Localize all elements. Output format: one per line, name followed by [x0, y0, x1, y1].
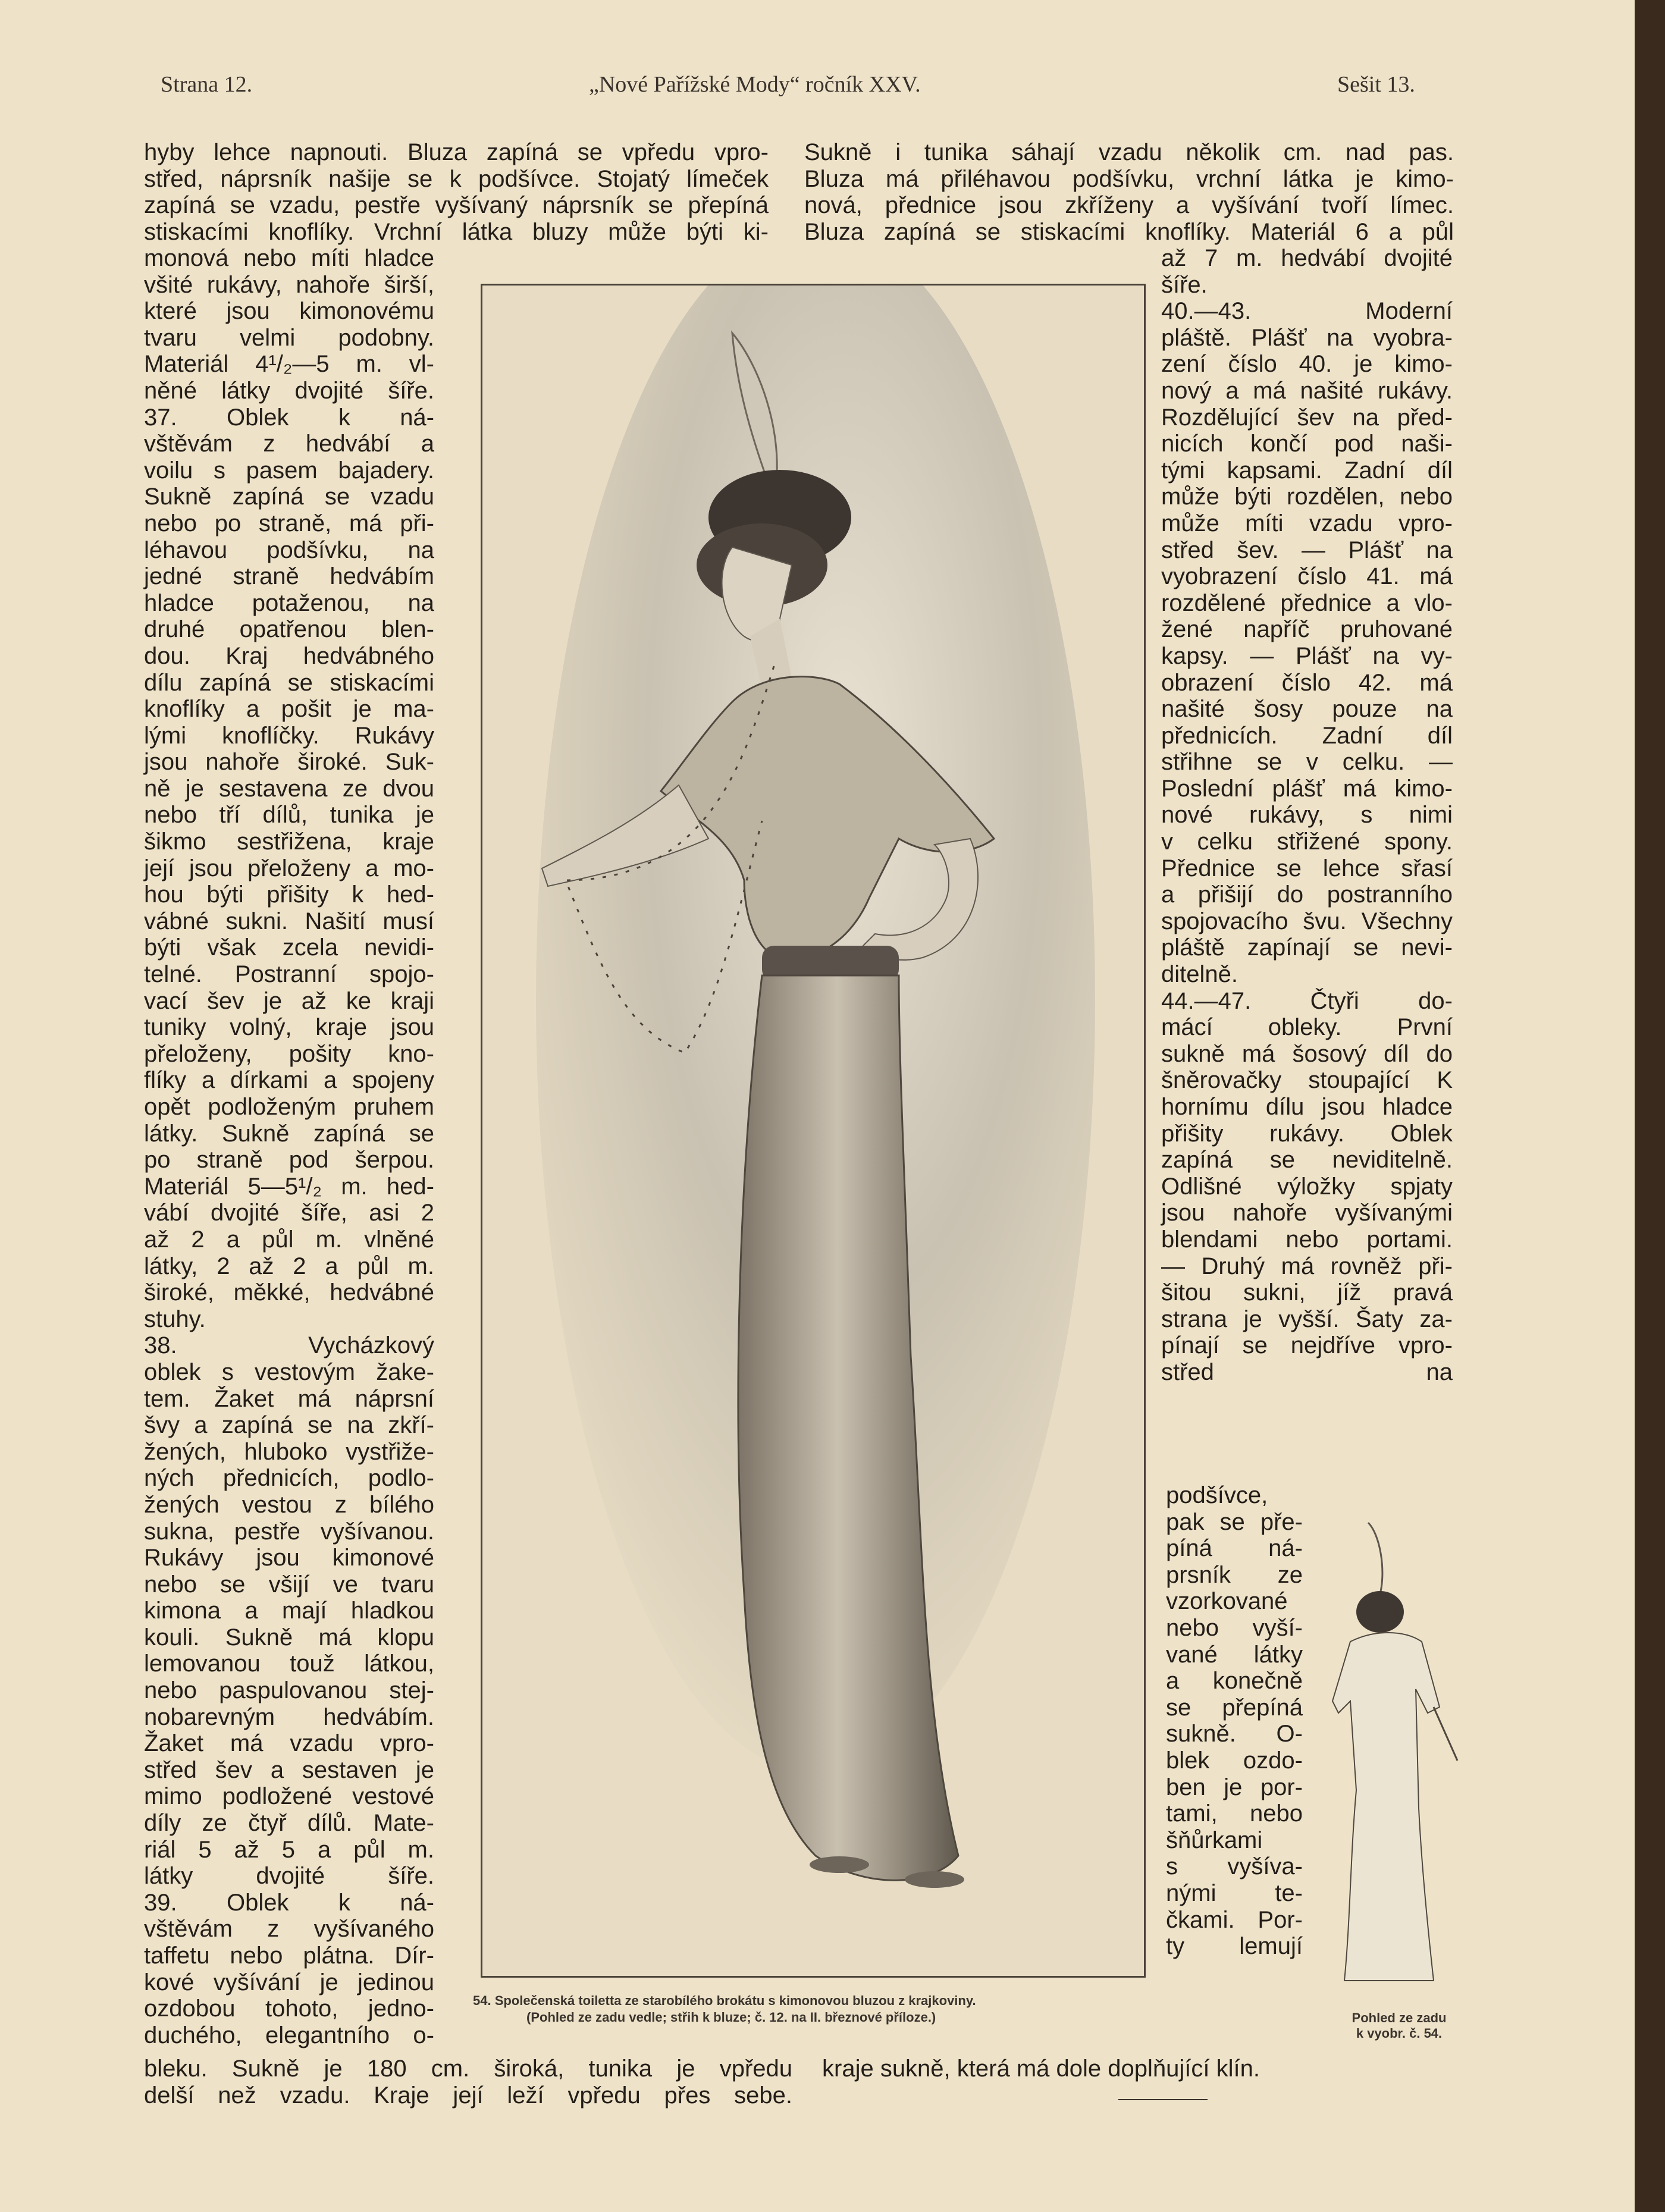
text-line: tami, nebo	[1166, 1800, 1303, 1827]
text-line: Rozdělující šev na před-	[1161, 404, 1453, 431]
text-line: 37. Oblek k ná-	[144, 404, 434, 431]
text-line: šitou sukni, jíž pravá	[1161, 1279, 1453, 1306]
text-line: 44.—47. Čtyři do-	[1161, 987, 1453, 1014]
text-line: Poslední plášť má kimo-	[1161, 775, 1453, 802]
text-line: duchého, elegantního o-	[144, 2022, 434, 2048]
text-line: Sukně i tunika sáhají vzadu několik cm. nad pas.	[804, 139, 1454, 165]
text-line: dílu zapíná se stiskacími	[144, 669, 434, 696]
text-line: zení číslo 40. je kimo-	[1161, 351, 1453, 378]
text-line: žených vestou z bílého	[144, 1491, 434, 1518]
text-line: nicích končí pod naši-	[1161, 431, 1453, 457]
text-line: Sukně zapíná se vzadu	[144, 484, 434, 510]
text-line: látky. Sukně zapíná se	[144, 1120, 434, 1147]
small-caption-line: Pohled ze zadu	[1352, 2010, 1447, 2025]
text-line: hyby lehce napnouti. Bluza zapíná se vpředu vpro-	[144, 139, 769, 165]
text-line: střed, náprsník našije se k podšívce. Stojatý límeček	[144, 165, 769, 192]
text-line: zapíná se vzadu, pestře vyšívaný náprsník se přepíná	[144, 192, 769, 219]
text-line: tvaru velmi podobny.	[144, 324, 434, 351]
top-right-text	[804, 139, 1454, 245]
end-rule	[1118, 2099, 1208, 2100]
text-line: Materiál 5—5¹/₂ m. hed-	[144, 1173, 434, 1200]
text-line: šňůrkami	[1166, 1827, 1263, 1853]
text-line: vyobrazení číslo 41. má	[1161, 563, 1453, 590]
text-line: pínají se nejdříve vpro-	[1161, 1332, 1453, 1359]
text-line: Materiál 4¹/₂—5 m. vl-	[144, 351, 434, 378]
text-line: hornímu dílu jsou hladce	[1161, 1094, 1453, 1120]
text-line: podšívce,	[1166, 1482, 1268, 1508]
small-caption-line: k vyobr. č. 54.	[1356, 2026, 1443, 2041]
text-line: monová nebo míti hladce	[144, 245, 434, 271]
text-line: nebo tří dílů, tunika je	[144, 802, 434, 829]
text-line: nobarevným hedvábím.	[144, 1703, 434, 1730]
text-line: tuniky volný, kraje jsou	[144, 1014, 434, 1041]
text-line: přišity rukávy. Oblek	[1161, 1120, 1453, 1147]
text-line: s vyšíva-	[1166, 1853, 1303, 1880]
text-line: čkami. Por-	[1166, 1906, 1303, 1933]
text-line: kimona a mají hladkou	[144, 1598, 434, 1624]
text-line: kapsy. — Plášť na vy-	[1161, 642, 1453, 669]
text-line: oblek s vestovým žake-	[144, 1358, 434, 1385]
back-view-figure	[1315, 1511, 1475, 2004]
caption-line: (Pohled ze zadu vedle; střih k bluze; č. 12. na II. březnové příloze.)	[526, 2010, 936, 2025]
text-line: Bluza zapíná se stiskacími knoflíky. Materiál 6 a půl	[804, 218, 1454, 245]
text-line: až 2 a půl m. vlněné	[144, 1226, 434, 1253]
text-line: nebo vyší-	[1166, 1614, 1303, 1641]
text-line: delší než vzadu. Kraje její leží vpředu přes sebe.	[144, 2082, 792, 2109]
text-line: Rukávy jsou kimonové	[144, 1545, 434, 1571]
text-line: něné látky dvojité šíře.	[144, 377, 434, 404]
text-line: šněrovačky stoupající K	[1161, 1067, 1453, 1094]
bottom-left-text	[144, 2056, 792, 2109]
text-line: nové rukávy, s nimi	[1161, 802, 1453, 829]
text-line: ných přednicích, podlo-	[144, 1465, 434, 1492]
text-line: látky, 2 až 2 a půl m.	[144, 1253, 434, 1279]
text-line: v celku střižené spony.	[1161, 829, 1453, 855]
text-line: vzorkované	[1166, 1588, 1288, 1615]
left-column	[144, 245, 434, 2048]
text-line: a konečně	[1166, 1668, 1303, 1695]
issue-number: Sešit 13.	[1337, 72, 1415, 97]
text-line: Odlišné výložky spjaty	[1161, 1173, 1453, 1200]
text-line: ty lemují	[1166, 1933, 1303, 1960]
text-line: voilu s pasem bajadery.	[144, 457, 434, 484]
text-line: po straně pod šerpou.	[144, 1147, 434, 1174]
text-line: střihne se v celku. —	[1161, 749, 1453, 776]
text-line: přednicích. Zadní díl	[1161, 722, 1453, 749]
illustration-caption	[473, 1993, 1199, 2026]
text-line: rozdělené přednice a vlo-	[1161, 589, 1453, 616]
text-line: vštěvám z hedvábí a	[144, 431, 434, 457]
text-line: vštěvám z vyšívaného	[144, 1916, 434, 1943]
text-line: vané látky	[1166, 1641, 1303, 1668]
text-line: blek ozdo-	[1166, 1747, 1303, 1774]
text-line: lými knoflíčky. Rukávy	[144, 722, 434, 749]
text-line: léhavou podšívku, na	[144, 536, 434, 563]
text-line: vábné sukni. Našití musí	[144, 908, 434, 934]
text-line: které jsou kimonovému	[144, 298, 434, 325]
text-line: — Druhý má rovněž při-	[1161, 1253, 1453, 1279]
text-line: široké, měkké, hedvábné	[144, 1279, 434, 1306]
text-line: jedné straně hedvábím	[144, 563, 434, 590]
text-line: střed na	[1161, 1358, 1453, 1385]
text-line: sukně má šosový díl do	[1161, 1040, 1453, 1067]
text-line: dou. Kraj hedvábného	[144, 642, 434, 669]
text-line: píná ná-	[1166, 1535, 1303, 1562]
top-left-text	[144, 139, 769, 245]
text-line: prsník ze	[1166, 1561, 1303, 1588]
text-line: pláště zapínají se nevi-	[1161, 934, 1453, 961]
text-line: tými kapsami. Zadní díl	[1161, 457, 1453, 484]
text-line: nový a má našité rukávy.	[1161, 377, 1453, 404]
text-line: 39. Oblek k ná-	[144, 1889, 434, 1916]
text-line: nebo paspulovanou stej-	[144, 1677, 434, 1704]
fashion-illustration-frame	[481, 284, 1146, 1978]
text-line: střed šev a sestaven je	[144, 1756, 434, 1783]
text-line: sukna, pestře vyšívanou.	[144, 1518, 434, 1545]
magazine-title: „Nové Pařížské Mody“ ročník XXV.	[589, 72, 921, 97]
text-line: flíky a dírkami a spojeny	[144, 1067, 434, 1094]
text-line: hladce potaženou, na	[144, 589, 434, 616]
text-line: se přepíná	[1166, 1694, 1303, 1721]
text-line: ben je por-	[1166, 1774, 1303, 1800]
text-line: šikmo sestřižena, kraje	[144, 829, 434, 855]
text-line: až 7 m. hedvábí dvojité	[1161, 245, 1453, 271]
text-line: býti však zcela nevidi-	[144, 934, 434, 961]
text-line: pláště. Plášť na vyobra-	[1161, 324, 1453, 351]
text-line: nebo se všijí ve tvaru	[144, 1571, 434, 1598]
text-line: ně je sestavena ze dvou	[144, 775, 434, 802]
text-line: druhé opatřenou blen-	[144, 616, 434, 643]
right-column	[1161, 245, 1453, 1386]
text-line: 40.—43. Moderní	[1161, 298, 1453, 325]
page-number: Strana 12.	[161, 72, 253, 97]
text-line: ditelně.	[1161, 961, 1238, 988]
text-line: jsou nahoře vyšívanými	[1161, 1200, 1453, 1226]
text-line: přeloženy, pošity kno-	[144, 1040, 434, 1067]
text-line: její jsou přeloženy a mo-	[144, 855, 434, 881]
text-line: telné. Postranní spojo-	[144, 961, 434, 988]
text-line: všité rukávy, nahoře širší,	[144, 271, 434, 298]
text-line: může míti vzadu vpro-	[1161, 510, 1453, 536]
text-line: Žaket má vzadu vpro-	[144, 1730, 434, 1757]
text-line: spojovacího švu. Všechny	[1161, 908, 1453, 934]
bottom-right-text: kraje sukně, která má dole doplňující klín.	[822, 2056, 1260, 2082]
text-line: může býti rozdělen, nebo	[1161, 484, 1453, 510]
text-line: nými te-	[1166, 1880, 1303, 1906]
text-line: sukně. O-	[1166, 1721, 1303, 1747]
text-line: a přišijí do postranního	[1161, 881, 1453, 908]
text-line: knoflíky a pošit je ma-	[144, 696, 434, 723]
text-line: kové vyšívání je jedinou	[144, 1969, 434, 1995]
text-line: tem. Žaket má náprsní	[144, 1385, 434, 1412]
text-line: látky dvojité šíře.	[144, 1863, 434, 1890]
text-line: obrazení číslo 42. má	[1161, 669, 1453, 696]
text-line: strana je vyšší. Šaty za-	[1161, 1306, 1453, 1332]
text-line: stuhy.	[144, 1306, 206, 1332]
caption-line: 54. Společenská toiletta ze starobílého brokátu s kimonovou bluzou z krajkoviny.	[473, 1993, 976, 2008]
text-line: taffetu nebo plátna. Dír-	[144, 1943, 434, 1969]
text-line: mácí obleky. První	[1161, 1014, 1453, 1041]
text-line: 38. Vycházkový	[144, 1332, 434, 1359]
text-line: žené napříč pruhované	[1161, 616, 1453, 643]
text-line: švy a zapíná se na zkří-	[144, 1412, 434, 1439]
text-line: našité šosy pouze na	[1161, 696, 1453, 723]
text-line: pak se pře-	[1166, 1508, 1303, 1535]
narrow-column	[1166, 1482, 1303, 1960]
text-line: kouli. Sukně má klopu	[144, 1624, 434, 1651]
text-line: díly ze čtyř dílů. Mate-	[144, 1810, 434, 1837]
text-line: vábí dvojité šíře, asi 2	[144, 1200, 434, 1226]
text-line: nebo po straně, má při-	[144, 510, 434, 536]
text-line: Přednice se lehce sřasí	[1161, 855, 1453, 881]
text-line: žených, hluboko vystřiže-	[144, 1438, 434, 1465]
text-line: zapíná se neviditelně.	[1161, 1147, 1453, 1174]
text-line: lemovanou touž látkou,	[144, 1651, 434, 1677]
text-line: jsou nahoře široké. Suk-	[144, 749, 434, 776]
text-line: šíře.	[1161, 271, 1208, 298]
text-line: bleku. Sukně je 180 cm. široká, tunika je vpředu	[144, 2056, 792, 2082]
text-line: opět podloženým pruhem	[144, 1094, 434, 1120]
fashion-illustration	[482, 285, 1144, 1976]
back-view-illustration	[1315, 1511, 1475, 2004]
text-line: hou býti přišity k hed-	[144, 881, 434, 908]
text-line: střed šev. — Plášť na	[1161, 536, 1453, 563]
text-line: stiskacími knoflíky. Vrchní látka bluzy může býti ki-	[144, 218, 769, 245]
text-line: mimo podložené vestové	[144, 1783, 434, 1810]
text-line: blendami nebo portami.	[1161, 1226, 1453, 1253]
page-edge	[1635, 0, 1665, 2212]
text-line: riál 5 až 5 a půl m.	[144, 1836, 434, 1863]
text-line: Bluza má přiléhavou podšívku, vrchní látka je kimo-	[804, 165, 1454, 192]
text-line: ozdobou tohoto, jedno-	[144, 1995, 434, 2022]
text-line: nová, přednice jsou zkříženy a vyšívání tvoří límec.	[804, 192, 1454, 219]
text-line: vací šev je až ke kraji	[144, 987, 434, 1014]
back-view-caption	[1328, 2010, 1470, 2041]
